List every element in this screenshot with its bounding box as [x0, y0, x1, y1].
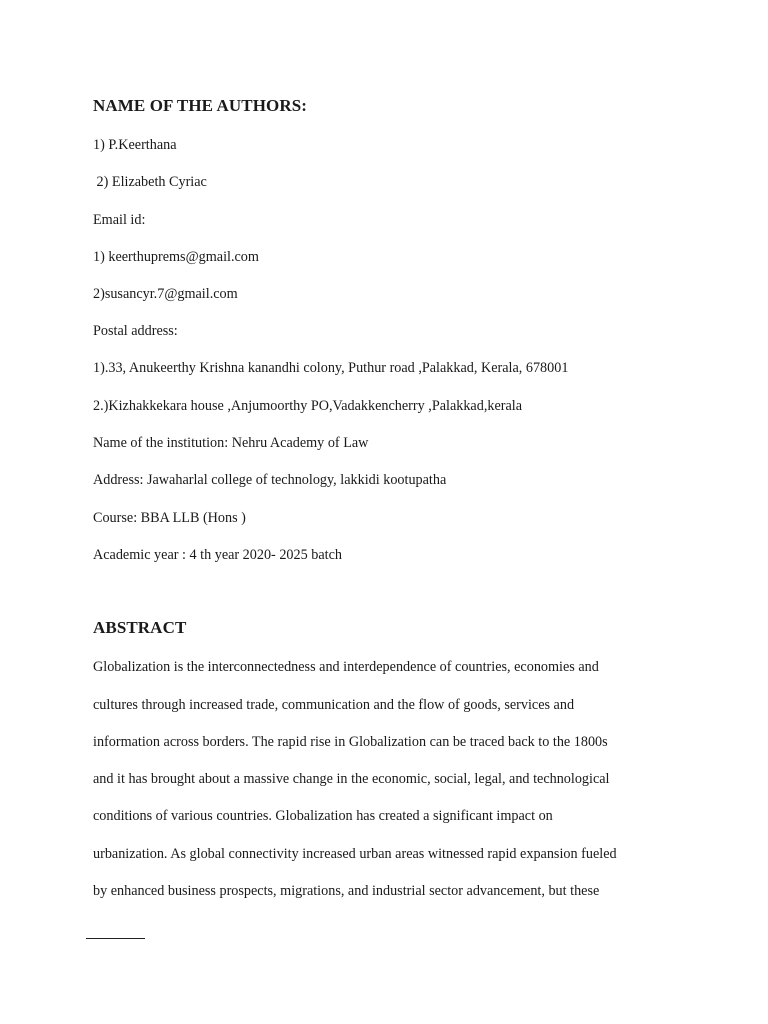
abstract-line: Globalization is the interconnectedness and interdependence of countries, economies and — [93, 659, 599, 675]
footnote-separator — [86, 938, 145, 939]
authors-heading: NAME OF THE AUTHORS: — [93, 96, 308, 115]
institution-name: Name of the institution: Nehru Academy of Law — [93, 435, 369, 451]
postal-address-2: 2.)Kizhakkekara house ,Anjumoorthy PO,Vadakkencherry ,Palakkad,kerala — [93, 398, 523, 414]
author-1: 1) P.Keerthana — [93, 137, 177, 153]
email-label: Email id: — [93, 212, 146, 228]
course: Course: BBA LLB (Hons ) — [93, 510, 246, 526]
postal-label: Postal address: — [93, 323, 178, 339]
abstract-heading: ABSTRACT — [93, 618, 187, 637]
abstract-line: and it has brought about a massive change in the economic, social, legal, and technological — [93, 771, 610, 787]
email-2: 2)susancyr.7@gmail.com — [93, 286, 238, 302]
abstract-line: by enhanced business prospects, migrations, and industrial sector advancement, but these — [93, 883, 600, 899]
author-2: 2) Elizabeth Cyriac — [93, 174, 207, 190]
email-1: 1) keerthuprems@gmail.com — [93, 249, 259, 265]
abstract-line: urbanization. As global connectivity increased urban areas witnessed rapid expansion fueled — [93, 846, 617, 862]
abstract-line: information across borders. The rapid rise in Globalization can be traced back to the 1800s — [93, 734, 608, 750]
postal-address-1: 1).33, Anukeerthy Krishna kanandhi colony, Puthur road ,Palakkad, Kerala, 678001 — [93, 360, 569, 376]
academic-year: Academic year : 4 th year 2020- 2025 batch — [93, 547, 342, 563]
abstract-line: cultures through increased trade, communication and the flow of goods, services and — [93, 697, 575, 713]
institution-address: Address: Jawaharlal college of technology, lakkidi kootupatha — [93, 472, 447, 488]
abstract-line: conditions of various countries. Globalization has created a significant impact on — [93, 808, 553, 824]
